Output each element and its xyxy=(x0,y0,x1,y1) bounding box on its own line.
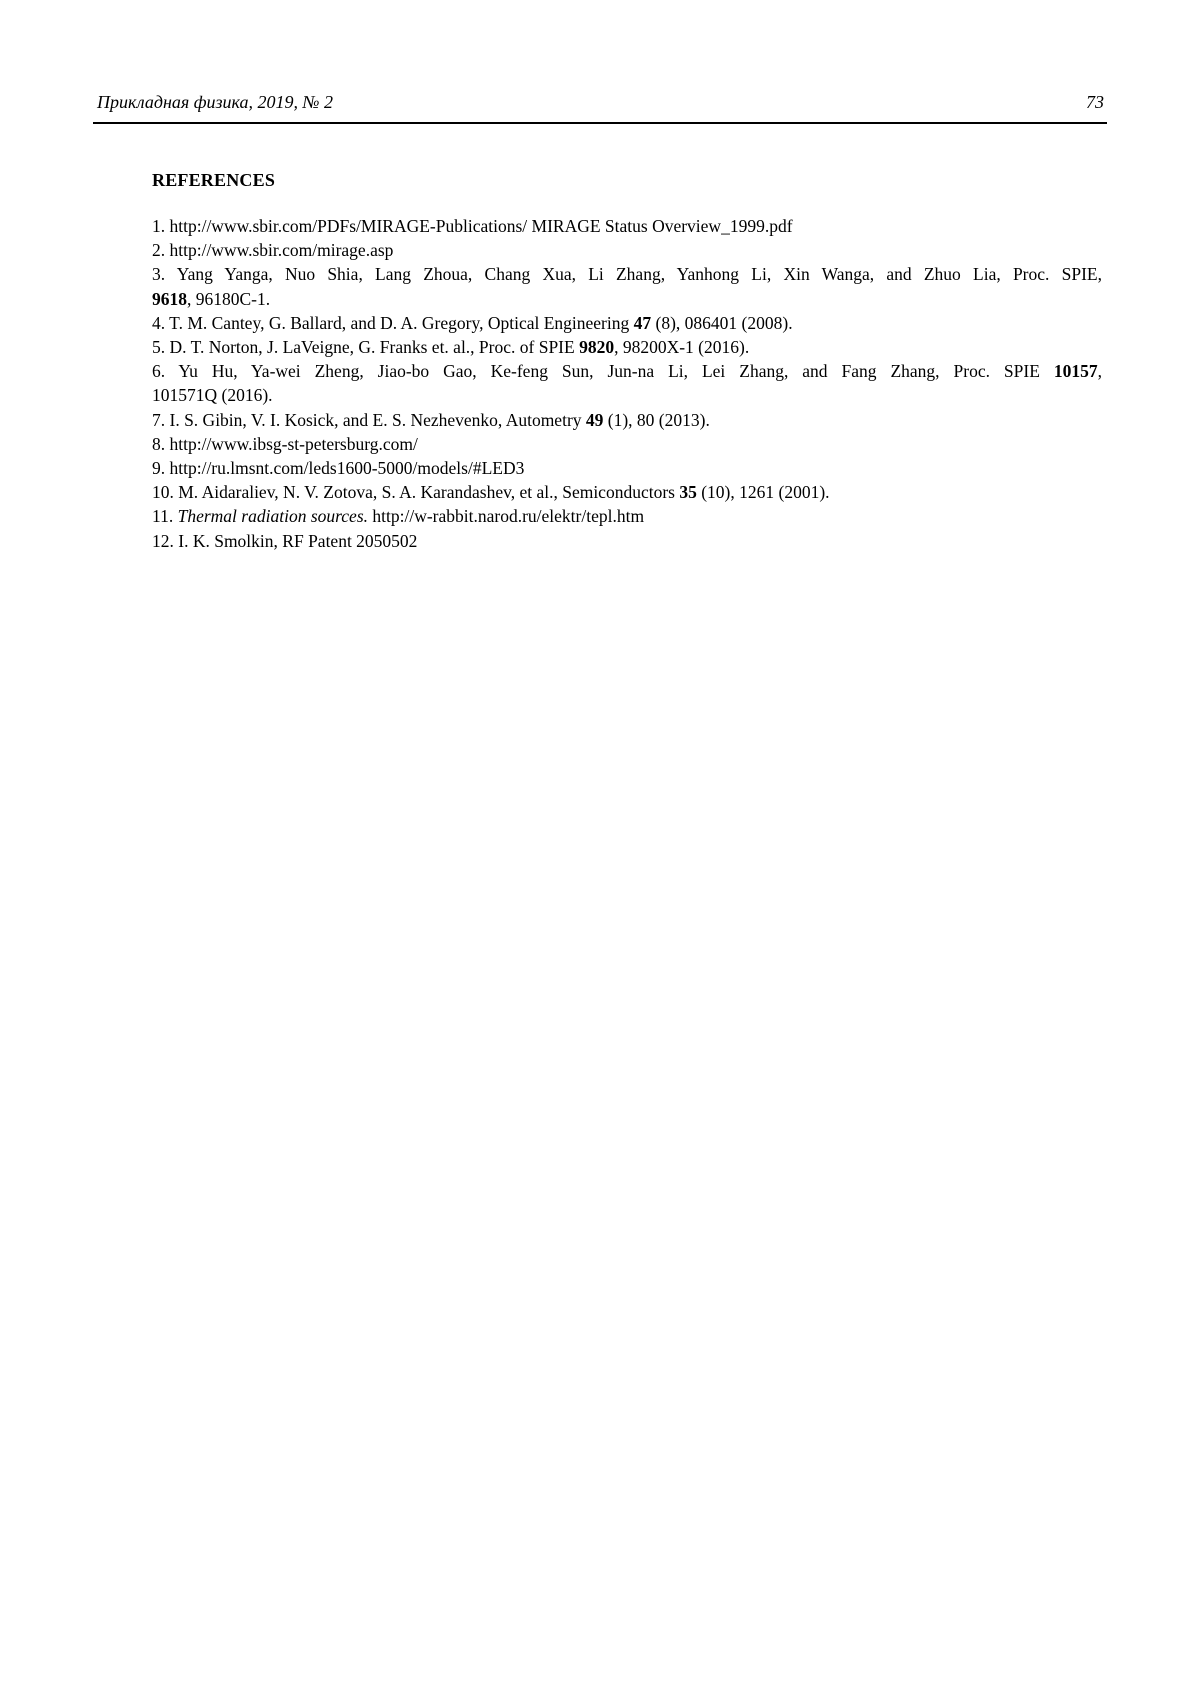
reference-line xyxy=(152,383,1102,407)
reference-line xyxy=(152,335,1102,359)
reference-item xyxy=(152,359,1102,407)
reference-text-segment: 7. I. S. Gibin, V. I. Kosick, and E. S. Nezhevenko, Autometry xyxy=(152,409,586,430)
reference-text-segment: , xyxy=(1097,361,1102,382)
reference-line xyxy=(152,214,1102,238)
reference-item xyxy=(152,529,1102,553)
reference-text-segment: http://w-rabbit.narod.ru/elektr/tepl.htm xyxy=(368,506,645,527)
reference-line xyxy=(152,529,1102,553)
reference-text-segment: 2. http://www.sbir.com/mirage.asp xyxy=(152,240,394,261)
reference-line xyxy=(152,311,1102,335)
header-rule xyxy=(93,122,1107,124)
reference-text-segment: 8. http://www.ibsg-st-petersburg.com/ xyxy=(152,433,418,454)
references-list xyxy=(152,214,1102,553)
journal-title: Прикладная физика, 2019, № 2 xyxy=(97,92,333,112)
reference-text-segment: Thermal radiation sources. xyxy=(177,506,369,527)
reference-item xyxy=(152,504,1102,528)
reference-item xyxy=(152,262,1102,310)
reference-line xyxy=(152,262,1102,286)
reference-item xyxy=(152,408,1102,432)
reference-item xyxy=(152,480,1102,504)
reference-line xyxy=(152,504,1102,528)
running-header xyxy=(97,91,1104,113)
reference-text-segment: , 96180C-1. xyxy=(187,288,271,309)
reference-line xyxy=(152,432,1102,456)
reference-item xyxy=(152,432,1102,456)
reference-text-segment: 1. http://www.sbir.com/PDFs/MIRAGE-Publications/ MIRAGE Status Overview_1999.pdf xyxy=(152,216,793,236)
reference-line xyxy=(152,287,1102,311)
reference-text-segment: 35 xyxy=(679,482,697,503)
reference-text-segment: , 98200X-1 (2016). xyxy=(614,337,750,358)
reference-text-segment: 47 xyxy=(633,312,652,333)
reference-line xyxy=(152,359,1102,383)
reference-text-segment: 11. xyxy=(152,506,178,527)
references-section xyxy=(152,168,1102,553)
reference-text-segment: 10157 xyxy=(1053,361,1098,382)
reference-text-segment: 101571Q (2016). xyxy=(152,385,273,406)
reference-item xyxy=(152,456,1102,480)
reference-line xyxy=(152,238,1102,262)
reference-text-segment: 3. Yang Yanga, Nuo Shia, Lang Zhoua, Chang Xua, Li Zhang, Yanhong Li, Xin Wanga, and Zhuo Lia, Proc. SPIE, xyxy=(152,264,1102,285)
reference-item xyxy=(152,214,1102,238)
reference-text-segment: 12. I. K. Smolkin, RF Patent 2050502 xyxy=(152,530,418,551)
reference-item xyxy=(152,238,1102,262)
reference-text-segment: (8), 086401 (2008). xyxy=(651,312,793,333)
reference-item xyxy=(152,335,1102,359)
references-heading: REFERENCES xyxy=(152,170,276,190)
reference-text-segment: 9. http://ru.lmsnt.com/leds1600-5000/models/#LED3 xyxy=(152,458,525,479)
reference-text-segment: 9618 xyxy=(152,288,187,309)
reference-line xyxy=(152,408,1102,432)
reference-text-segment: 5. D. T. Norton, J. LaVeigne, G. Franks et. al., Proc. of SPIE xyxy=(152,337,580,358)
reference-text-segment: (1), 80 (2013). xyxy=(603,409,710,430)
reference-text-segment: 10. M. Aidaraliev, N. V. Zotova, S. A. Karandashev, et al., Semiconductors xyxy=(152,482,680,503)
reference-line xyxy=(152,456,1102,480)
reference-text-segment: 6. Yu Hu, Ya-wei Zheng, Jiao-bo Gao, Ke-feng Sun, Jun-na Li, Lei Zhang, and Fang Zhang, Proc. SPIE xyxy=(152,361,1054,382)
page-number: 73 xyxy=(1086,92,1104,112)
reference-text-segment: 4. T. M. Cantey, G. Ballard, and D. A. Gregory, Optical Engineering xyxy=(152,312,634,333)
reference-line xyxy=(152,480,1102,504)
reference-text-segment: (10), 1261 (2001). xyxy=(696,482,830,503)
reference-text-segment: 9820 xyxy=(579,337,615,358)
reference-item xyxy=(152,311,1102,335)
reference-text-segment: 49 xyxy=(585,409,604,430)
